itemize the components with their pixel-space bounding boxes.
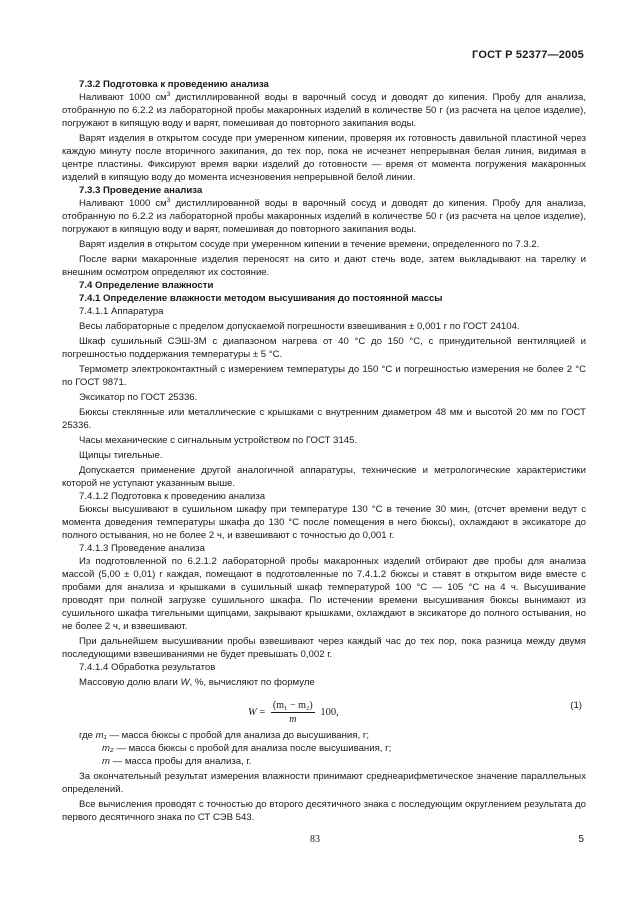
legend-row: m₂ — масса бюксы с пробой для анализа после высушивания, г; [102, 743, 392, 754]
formula-fraction [271, 699, 315, 726]
list-item: Термометр электроконтактный с измерением температуры до 150 °С и погрешностью измерения не более 2 °С по ГОСТ 9871. [62, 364, 586, 388]
subsection-title-7-4-1-3: 7.4.1.3 Проведение анализа [79, 543, 205, 554]
legend-row: m — масса пробы для анализа, г. [102, 756, 252, 767]
formula-moisture [62, 693, 586, 723]
subsection-title-7-4-1-1: 7.4.1.1 Аппаратура [79, 306, 164, 317]
formula-multiplier: 100, [320, 706, 339, 718]
formula-numerator: (m₁ − m₂) [272, 700, 313, 711]
list-item: Щипцы тигельные. [79, 450, 163, 461]
paragraph: Варят изделия в открытом сосуде при умеренном кипении, проверяя их готовность давильной пластиной через каждую минуту после вторичного закипания, до тех пор, пока не исчезнет непрерывная белая линия, видимая в центре пластины. Фиксируют время варки изделий до готовности — время от момента погружения макаронных изделий в кипящую воду до момента исчезновения непрерывной белой линии. [62, 133, 586, 183]
list-item: Весы лабораторные с пределом допускаемой погрешности взвешивания ± 0,001 г по ГОСТ 24104. [79, 321, 520, 332]
paragraph: Массовую долю влаги W, %, вычисляют по формуле [79, 677, 315, 688]
section-title-7-4-1: 7.4.1 Определение влажности методом высушивания до постоянной массы [79, 293, 443, 304]
paragraph: После варки макаронные изделия переносят на сито и дают стечь воде, затем выкладывают на тарелку и внешним осмотром определяют их состояние. [62, 254, 586, 278]
document-body [62, 78, 586, 824]
formula-number: (1) [570, 700, 582, 711]
list-item: Допускается применение другой аналогичной аппаратуры, технические и метрологические характеристики которой не уступают указанным выше. [62, 465, 586, 489]
section-title-7-3-2: 7.3.2 Подготовка к проведению анализа [79, 79, 269, 90]
document-id-header: ГОСТ Р 52377—2005 [472, 49, 584, 61]
legend-row: где m₁ — масса бюксы с пробой для анализа до высушивания, г; [79, 730, 369, 741]
paragraph: Из подготовленной по 6.2.1.2 лабораторной пробы макаронных изделий отбирают две пробы для анализа массой (5,00 ± 0,01) г каждая, помещают в подготовленные по 7.4.1.2 бюксы и ставят в открытом виде вместе с пробами для анализа и крышками в сушильный шкаф температурой 100 °С — 105 °С на 4 ч. Высушивание проводят при полной загрузке сушильного шкафа. По истечении времени высушивания бюксы вынимают из сушильного шкафа тигельными щипцами, закрывают крышками, охлаждают в эксикаторе до полного остывания, но не более 2 ч, и взвешивают. [62, 556, 586, 632]
paragraph: Наливают 1000 $см^3$ дистиллированной воды в варочный сосуд и доводят до кипения. Пробу для анализа, отобранную по 6.2.2 из лабораторной пробы макаронных изделий в количестве 50 г (из расчета на целое изделие), погружают в кипящую воду и варят, помешивая до повторного закипания воды. [62, 90, 586, 129]
list-item: Шкаф сушильный СЭШ-3М с диапазоном нагрева от 40 °С до 150 °С, с принудительной вентиляцией и погрешностью поддержания температуры ± 5 °С. [62, 336, 586, 360]
paragraph: Наливают 1000 $см^3$ дистиллированной воды в варочный сосуд и доводят до кипения. Пробу для анализа, отобранную по 6.2.2 из лабораторной пробы макаронных изделий в количестве 50 г (из расчета на целое изделие), погружают в кипящую воду и варят, помешивая до повторного закипания воды. [62, 196, 586, 235]
list-item: Эксикатор по ГОСТ 25336. [79, 392, 198, 403]
section-title-7-4: 7.4 Определение влажности [79, 280, 214, 291]
paragraph: Варят изделия в открытом сосуде при умеренном кипении в течение времени, определенного по 7.3.2. [79, 239, 540, 250]
page-number-right: 5 [578, 834, 584, 845]
paragraph: Бюксы высушивают в сушильном шкафу при температуре 130 °С в течение 30 мин, (отсчет времени ведут с момента доведения температуры шкафа до 130 °С после помещения в него бюксы), охлаждают в эксикаторе до полного остывания, но не более 2 ч, и взвешивают с точностью до 0,001 г. [62, 504, 586, 541]
paragraph: Все вычисления проводят с точностью до второго десятичного знака с последующим округлением результата до первого десятичного знака по СТ СЭВ 543. [62, 799, 586, 823]
paragraph: За окончательный результат измерения влажности принимают среднеарифметическое значение параллельных определений. [62, 771, 586, 795]
list-item: Бюксы стеклянные или металлические с крышками с внутренним диаметром 48 мм и высотой 20 мм по ГОСТ 25336. [62, 407, 586, 431]
subsection-title-7-4-1-4: 7.4.1.4 Обработка результатов [79, 662, 216, 673]
formula-denominator: m [289, 714, 297, 725]
subsection-title-7-4-1-2: 7.4.1.2 Подготовка к проведению анализа [79, 491, 266, 502]
formula-lhs: W [248, 706, 257, 718]
formula-equals: = [259, 706, 266, 718]
page-number-center: 83 [310, 834, 320, 845]
list-item: Часы механические с сигнальным устройством по ГОСТ 3145. [79, 435, 358, 446]
section-title-7-3-3: 7.3.3 Проведение анализа [79, 185, 203, 196]
paragraph: При дальнейшем высушивании пробы взвешивают через каждый час до тех пор, пока разница между двумя последующими взвешиваниями не будет превышать 0,002 г. [62, 636, 586, 660]
